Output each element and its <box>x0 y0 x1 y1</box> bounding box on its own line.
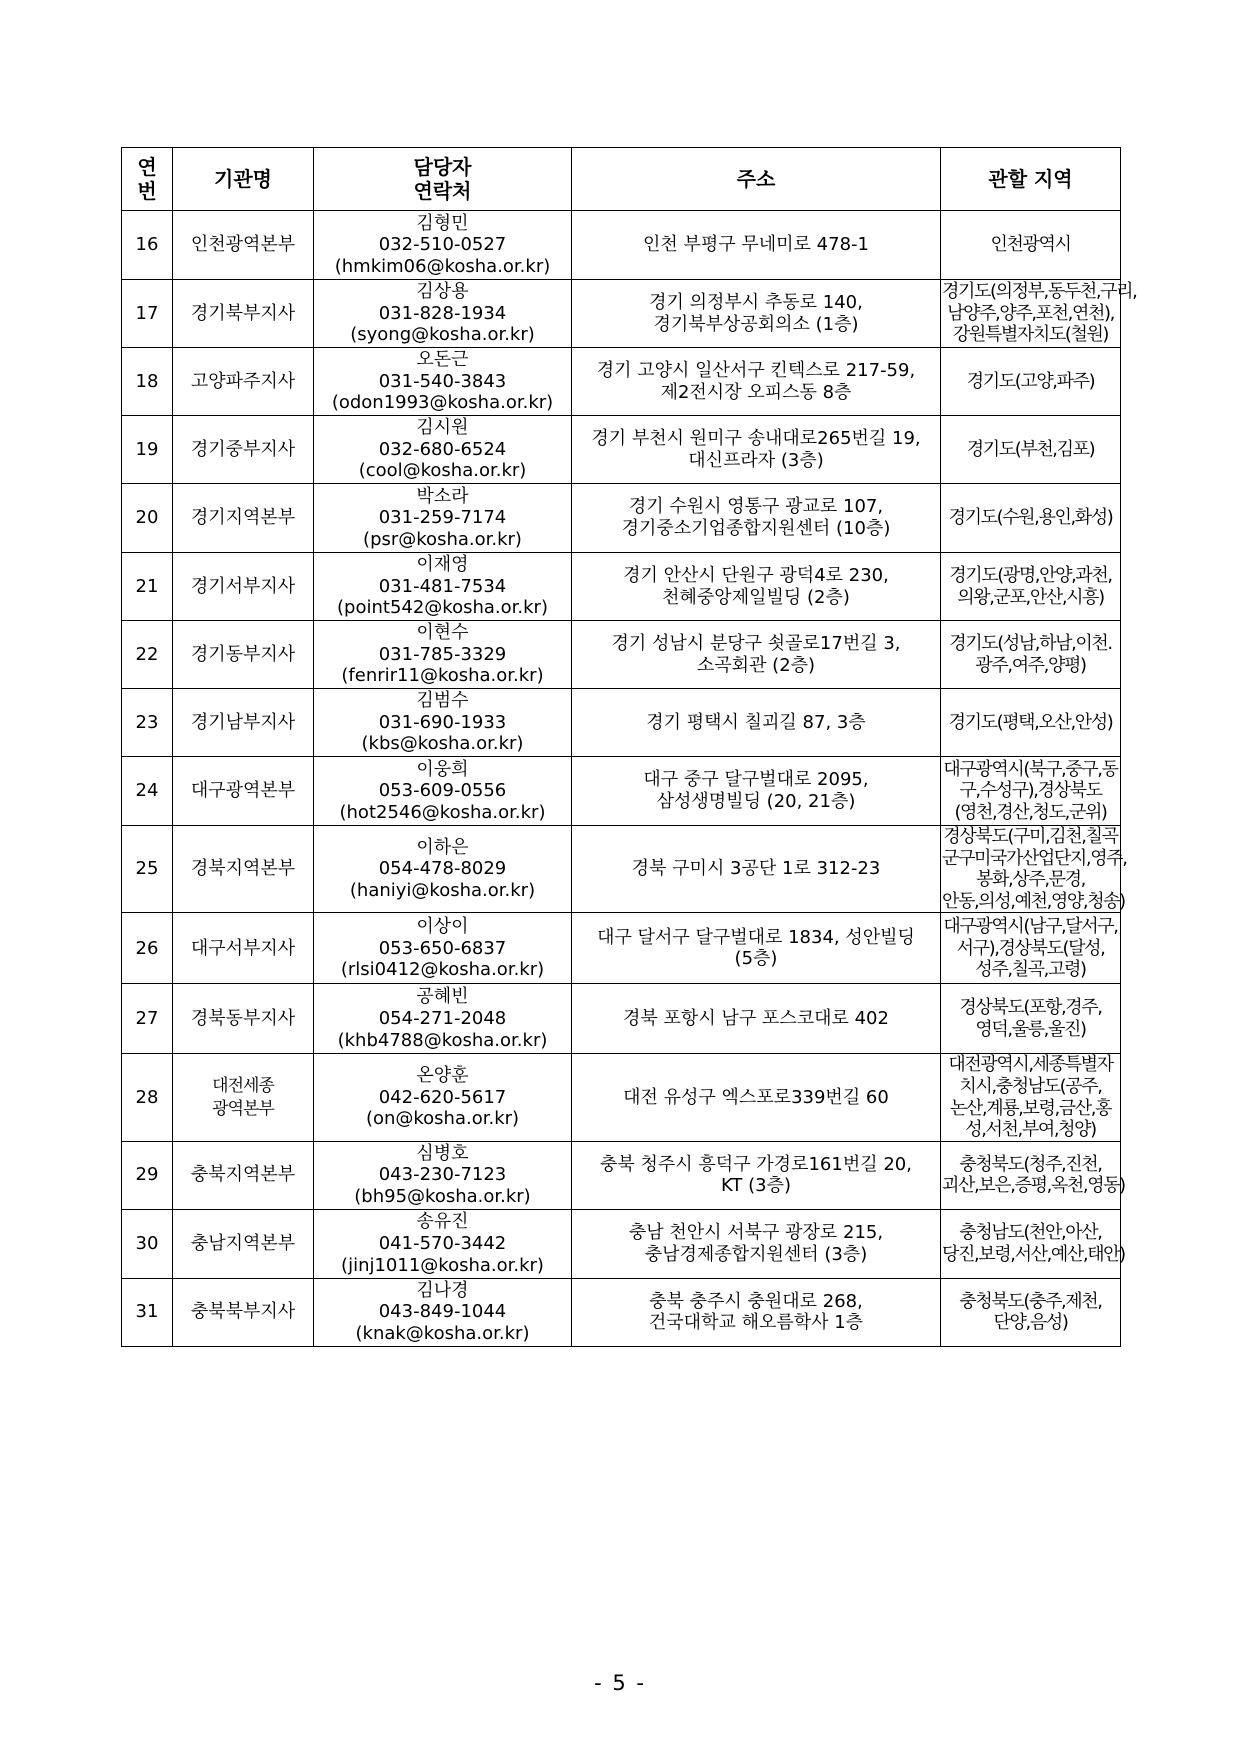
office-name <box>173 826 314 913</box>
table-header-row <box>122 148 1121 211</box>
row-number: 20 <box>122 484 173 553</box>
jurisdiction-area <box>941 484 1121 553</box>
jurisdiction-area <box>941 280 1137 348</box>
address-line: 경기 성남시 분당구 쇳골로17번길 3, <box>611 632 901 654</box>
address-line: 경기 의정부시 추동로 140, <box>649 291 863 313</box>
address-line: 대전 유성구 엑스포로339번길 60 <box>623 1086 889 1108</box>
area-line: 충청북도(충주,제천, <box>959 1290 1102 1312</box>
office-table <box>121 147 1137 1347</box>
address-line: 경기 부천시 원미구 송내대로265번길 19, <box>591 427 921 449</box>
header-area: 관할 지역 <box>941 148 1121 211</box>
office-name <box>173 1209 314 1278</box>
contact-email: (syong@kosha.or.kr) <box>350 324 535 346</box>
area-line: 남양주,양주,포천,연천), <box>947 302 1114 324</box>
office-name <box>173 416 314 484</box>
office-address <box>572 757 941 826</box>
office-name-line: 경기지역본부 <box>190 507 296 529</box>
address-line: 경기북부상공회의소 (1층) <box>653 313 859 335</box>
office-name-line: 경기북부지사 <box>190 302 296 324</box>
area-line: 경상북도(포항,경주, <box>959 997 1102 1019</box>
row-number: 17 <box>122 280 173 348</box>
contact-person: 심병호 <box>416 1142 469 1164</box>
contact-info <box>314 280 572 348</box>
office-name <box>173 348 314 416</box>
contact-phone: 031-828-1934 <box>378 302 507 324</box>
table-row <box>122 1141 1121 1209</box>
table-row <box>122 280 1121 348</box>
contact-phone: 054-478-8029 <box>378 858 507 880</box>
jurisdiction-area <box>941 211 1121 280</box>
contact-person: 김시원 <box>416 417 469 439</box>
area-line: 경기도(평택,오산,안성) <box>948 711 1113 733</box>
row-number: 27 <box>122 984 173 1054</box>
row-number: 23 <box>122 689 173 757</box>
row-number: 22 <box>122 621 173 689</box>
address-line: 충남경제종합지원센터 (3층) <box>644 1243 868 1265</box>
address-line: (5층) <box>734 948 778 970</box>
contact-phone: 031-259-7174 <box>378 507 507 529</box>
address-line: 경기 고양시 일산서구 킨텍스로 217-59, <box>596 359 916 381</box>
office-name <box>173 1278 314 1346</box>
contact-email: (point542@kosha.or.kr) <box>337 597 548 619</box>
contact-info <box>314 1141 572 1209</box>
area-line: 대구광역시(남구,달서구, <box>943 915 1118 937</box>
contact-email: (odon1993@kosha.or.kr) <box>331 392 554 414</box>
row-number: 16 <box>122 211 173 280</box>
contact-person: 김상용 <box>416 281 469 303</box>
contact-email: (haniyi@kosha.or.kr) <box>349 879 536 901</box>
jurisdiction-area <box>941 1054 1121 1141</box>
contact-email: (on@kosha.or.kr) <box>365 1108 520 1130</box>
address-line: 제2전시장 오피스동 8층 <box>660 381 852 403</box>
contact-info <box>314 416 572 484</box>
office-address <box>572 484 941 553</box>
area-line: 경기도(성남,하남,이천. <box>949 632 1112 654</box>
table-row <box>122 211 1121 280</box>
address-line: 경북 구미시 3공단 1로 312-23 <box>631 858 881 880</box>
area-line: 치시,충청남도(공주, <box>959 1075 1102 1097</box>
office-name <box>173 689 314 757</box>
office-name-line: 대구서부지사 <box>190 937 296 959</box>
jurisdiction-area <box>941 416 1121 484</box>
area-line: 대전광역시,세종특별자 <box>948 1054 1113 1076</box>
header-no-line: 번 <box>137 179 157 203</box>
table-row <box>122 826 1121 913</box>
table-row <box>122 621 1121 689</box>
address-line: 대신프라자 (3층) <box>688 449 824 471</box>
address-line: 소곡회관 (2층) <box>696 654 816 676</box>
office-address <box>572 1141 941 1209</box>
area-line: 괴산,보은,증평,옥천,영동) <box>942 1175 1125 1197</box>
office-name-line: 충남지역본부 <box>190 1232 296 1254</box>
jurisdiction-area <box>941 826 1127 913</box>
office-name <box>173 913 314 984</box>
address-line: 충남 천안시 서북구 광장로 215, <box>628 1222 884 1244</box>
contact-phone: 053-609-0556 <box>378 780 507 802</box>
address-line: 경북 포항시 남구 포스코대로 402 <box>623 1008 889 1030</box>
address-line: 경기 평택시 칠괴길 87, 3층 <box>646 711 866 733</box>
header-no <box>122 148 173 211</box>
area-line: 의왕,군포,안산,시흥) <box>957 586 1104 608</box>
contact-person: 김형민 <box>416 212 469 234</box>
address-line: 경기 수원시 영통구 광교로 107, <box>628 496 884 518</box>
address-line: 경기 안산시 단원구 광덕4로 230, <box>623 564 889 586</box>
office-name-line: 충북지역본부 <box>190 1164 296 1186</box>
office-address <box>572 348 941 416</box>
contact-phone: 042-620-5617 <box>378 1086 507 1108</box>
area-line: 충청남도(천안,아산, <box>959 1222 1102 1244</box>
table-row <box>122 689 1121 757</box>
contact-person: 이재영 <box>416 554 469 576</box>
office-name-line: 경기서부지사 <box>190 575 296 597</box>
office-name-line: 대구광역본부 <box>190 780 296 802</box>
area-line: 경기도(고양,파주) <box>966 370 1095 392</box>
area-line: 구,수성구),경상북도 <box>959 780 1102 802</box>
table-row <box>122 416 1121 484</box>
office-address <box>572 416 941 484</box>
jurisdiction-area <box>941 984 1121 1054</box>
contact-info <box>314 553 572 621</box>
row-number: 29 <box>122 1141 173 1209</box>
jurisdiction-area <box>941 1141 1125 1209</box>
area-line: 단양,음성) <box>993 1312 1068 1334</box>
contact-person: 공혜빈 <box>416 986 469 1008</box>
table-row <box>122 757 1121 826</box>
header-name: 기관명 <box>173 148 314 211</box>
contact-phone: 031-690-1933 <box>378 711 507 733</box>
contact-person: 송유진 <box>416 1211 469 1233</box>
office-address <box>572 553 941 621</box>
contact-person: 김범수 <box>416 690 469 712</box>
table-body <box>122 211 1137 1347</box>
office-address <box>572 211 941 280</box>
row-number: 30 <box>122 1209 173 1278</box>
contact-person: 이현수 <box>416 622 469 644</box>
jurisdiction-area <box>941 1209 1125 1278</box>
office-name-line: 대전세종 <box>212 1076 274 1097</box>
contact-phone: 032-680-6524 <box>378 438 507 460</box>
address-line: 경기중소기업종합지원센터 (10층) <box>621 518 891 539</box>
contact-email: (psr@kosha.or.kr) <box>363 528 522 550</box>
office-name-line: 인천광역본부 <box>190 234 296 256</box>
office-name <box>173 484 314 553</box>
header-contact-line: 담당자 <box>413 155 472 179</box>
header-address: 주소 <box>572 148 941 211</box>
row-number: 25 <box>122 826 173 913</box>
office-name-line: 고양파주지사 <box>190 370 296 392</box>
table-row <box>122 553 1121 621</box>
contact-person: 박소라 <box>416 485 469 507</box>
office-name <box>173 984 314 1054</box>
row-number: 19 <box>122 416 173 484</box>
contact-info <box>314 484 572 553</box>
office-name-line: 충북북부지사 <box>190 1301 296 1323</box>
contact-info <box>314 1209 572 1278</box>
contact-info <box>314 757 572 826</box>
office-name <box>173 621 314 689</box>
table-row <box>122 348 1121 416</box>
row-number: 24 <box>122 757 173 826</box>
jurisdiction-area <box>941 1278 1121 1346</box>
jurisdiction-area <box>941 348 1121 416</box>
contact-person: 김나경 <box>416 1279 469 1301</box>
contact-email: (hmkim06@kosha.or.kr) <box>334 255 551 277</box>
contact-info <box>314 621 572 689</box>
contact-email: (knak@kosha.or.kr) <box>355 1323 530 1345</box>
area-line: 당진,보령,서산,예산,태안) <box>942 1243 1125 1265</box>
contact-person: 온양훈 <box>416 1065 469 1087</box>
office-name <box>173 280 314 348</box>
contact-info <box>314 984 572 1054</box>
contact-info <box>314 211 572 280</box>
contact-info <box>314 689 572 757</box>
contact-email: (bh95@kosha.or.kr) <box>354 1186 531 1208</box>
area-line: 봉화,상주,문경, <box>976 869 1085 891</box>
office-address <box>572 826 941 913</box>
header-contact <box>314 148 572 211</box>
office-address <box>572 689 941 757</box>
address-line: 천혜중앙제일빌딩 (2층) <box>662 586 850 608</box>
area-line: 강원특별자치도(철원) <box>952 324 1109 346</box>
contact-email: (jinj1011@kosha.or.kr) <box>341 1254 544 1276</box>
office-address <box>572 984 941 1054</box>
table-row <box>122 913 1121 984</box>
area-line: 경기도(광명,안양,과천, <box>949 564 1112 586</box>
office-address <box>572 621 941 689</box>
contact-phone: 041-570-3442 <box>378 1232 507 1254</box>
area-line: 경기도(부천,김포) <box>966 438 1095 460</box>
contact-email: (kbs@kosha.or.kr) <box>361 733 524 755</box>
area-line: 안동,의성,예천,영양,청송) <box>942 890 1125 912</box>
address-line: 충북 충주시 충원대로 268, <box>649 1290 863 1312</box>
contact-phone: 031-481-7534 <box>378 575 507 597</box>
table-row <box>122 1054 1121 1141</box>
contact-phone: 031-785-3329 <box>378 643 507 665</box>
office-name-line: 경북지역본부 <box>190 858 296 880</box>
office-name-line: 경기동부지사 <box>190 643 296 665</box>
contact-email: (fenrir11@kosha.or.kr) <box>341 665 544 687</box>
office-address <box>572 1209 941 1278</box>
area-line: 충청북도(청주,진천, <box>959 1153 1102 1175</box>
office-name-line: 경기남부지사 <box>190 711 296 733</box>
area-line: 경기도(의정부,동두천,구리, <box>942 281 1137 303</box>
header-contact-line: 연락처 <box>413 179 472 203</box>
area-line: (영천,경산,청도,군위) <box>954 801 1107 823</box>
address-line: 인천 부평구 무네미로 478-1 <box>643 234 869 256</box>
address-line: KT (3층) <box>720 1175 791 1197</box>
office-address <box>572 913 941 984</box>
area-line: 광주,여주,양평) <box>975 654 1086 676</box>
table-row <box>122 1278 1121 1346</box>
contact-phone: 032-510-0527 <box>378 234 507 256</box>
address-line: 대구 중구 달구벌대로 2095, <box>643 769 869 791</box>
area-line: 성주,칠곡,고령) <box>975 959 1086 981</box>
office-name <box>173 211 314 280</box>
office-name-line: 경북동부지사 <box>190 1008 296 1030</box>
address-line: 건국대학교 해오름학사 1층 <box>648 1312 864 1334</box>
row-number: 18 <box>122 348 173 416</box>
contact-phone: 054-271-2048 <box>378 1008 507 1030</box>
contact-person: 이상이 <box>416 915 469 937</box>
jurisdiction-area <box>941 553 1121 621</box>
office-name <box>173 757 314 826</box>
jurisdiction-area <box>941 757 1121 826</box>
row-number: 21 <box>122 553 173 621</box>
area-line: 군구미국가산업단지,영주, <box>942 847 1127 869</box>
jurisdiction-area <box>941 689 1121 757</box>
jurisdiction-area <box>941 621 1121 689</box>
office-name <box>173 1141 314 1209</box>
area-line: 경상북도(구미,김천,칠곡 <box>943 826 1118 847</box>
area-line: 대구광역시(북구,중구,동 <box>943 758 1118 780</box>
contact-phone: 053-650-6837 <box>378 937 507 959</box>
address-line: 삼성생명빌딩 (20, 21층) <box>656 791 856 812</box>
jurisdiction-area <box>941 913 1121 984</box>
contact-info <box>314 913 572 984</box>
row-number: 28 <box>122 1054 173 1141</box>
row-number: 26 <box>122 913 173 984</box>
office-name <box>173 1054 314 1141</box>
area-line: 경기도(수원,용인,화성) <box>948 507 1113 529</box>
contact-person: 이웅희 <box>416 758 469 780</box>
contact-phone: 031-540-3843 <box>378 370 507 392</box>
office-name-line: 경기중부지사 <box>190 438 296 460</box>
table-row <box>122 484 1121 553</box>
area-line: 인천광역시 <box>990 234 1071 256</box>
row-number: 31 <box>122 1278 173 1346</box>
office-name-line: 광역본부 <box>212 1098 274 1119</box>
contact-person: 오돈근 <box>416 349 469 371</box>
contact-email: (cool@kosha.or.kr) <box>358 460 527 482</box>
table-row <box>122 1209 1121 1278</box>
contact-info <box>314 1278 572 1346</box>
office-address <box>572 1278 941 1346</box>
area-line: 영덕,울릉,울진) <box>975 1018 1086 1040</box>
contact-info <box>314 826 572 913</box>
contact-email: (khb4788@kosha.or.kr) <box>337 1029 548 1051</box>
office-address <box>572 1054 941 1141</box>
area-line: 성,서천,부여,청양) <box>965 1119 1096 1141</box>
office-name <box>173 553 314 621</box>
page-number: - 5 - <box>594 1671 646 1695</box>
contact-email: (rlsi0412@kosha.or.kr) <box>340 959 545 981</box>
address-line: 대구 달서구 달구벌대로 1834, 성안빌딩 <box>597 926 915 948</box>
contact-info <box>314 348 572 416</box>
contact-phone: 043-230-7123 <box>378 1164 507 1186</box>
area-line: 논산,계룡,보령,금산,홍 <box>949 1097 1112 1119</box>
area-line: 서구),경상북도(달성, <box>956 937 1105 959</box>
contact-person: 이하은 <box>416 836 469 858</box>
address-line: 충북 청주시 흥덕구 가경로161번길 20, <box>600 1153 912 1175</box>
contact-info <box>314 1054 572 1141</box>
table-row <box>122 984 1121 1054</box>
office-address <box>572 280 941 348</box>
contact-phone: 043-849-1044 <box>378 1301 507 1323</box>
contact-email: (hot2546@kosha.or.kr) <box>339 801 546 823</box>
header-no-line: 연 <box>137 155 157 179</box>
